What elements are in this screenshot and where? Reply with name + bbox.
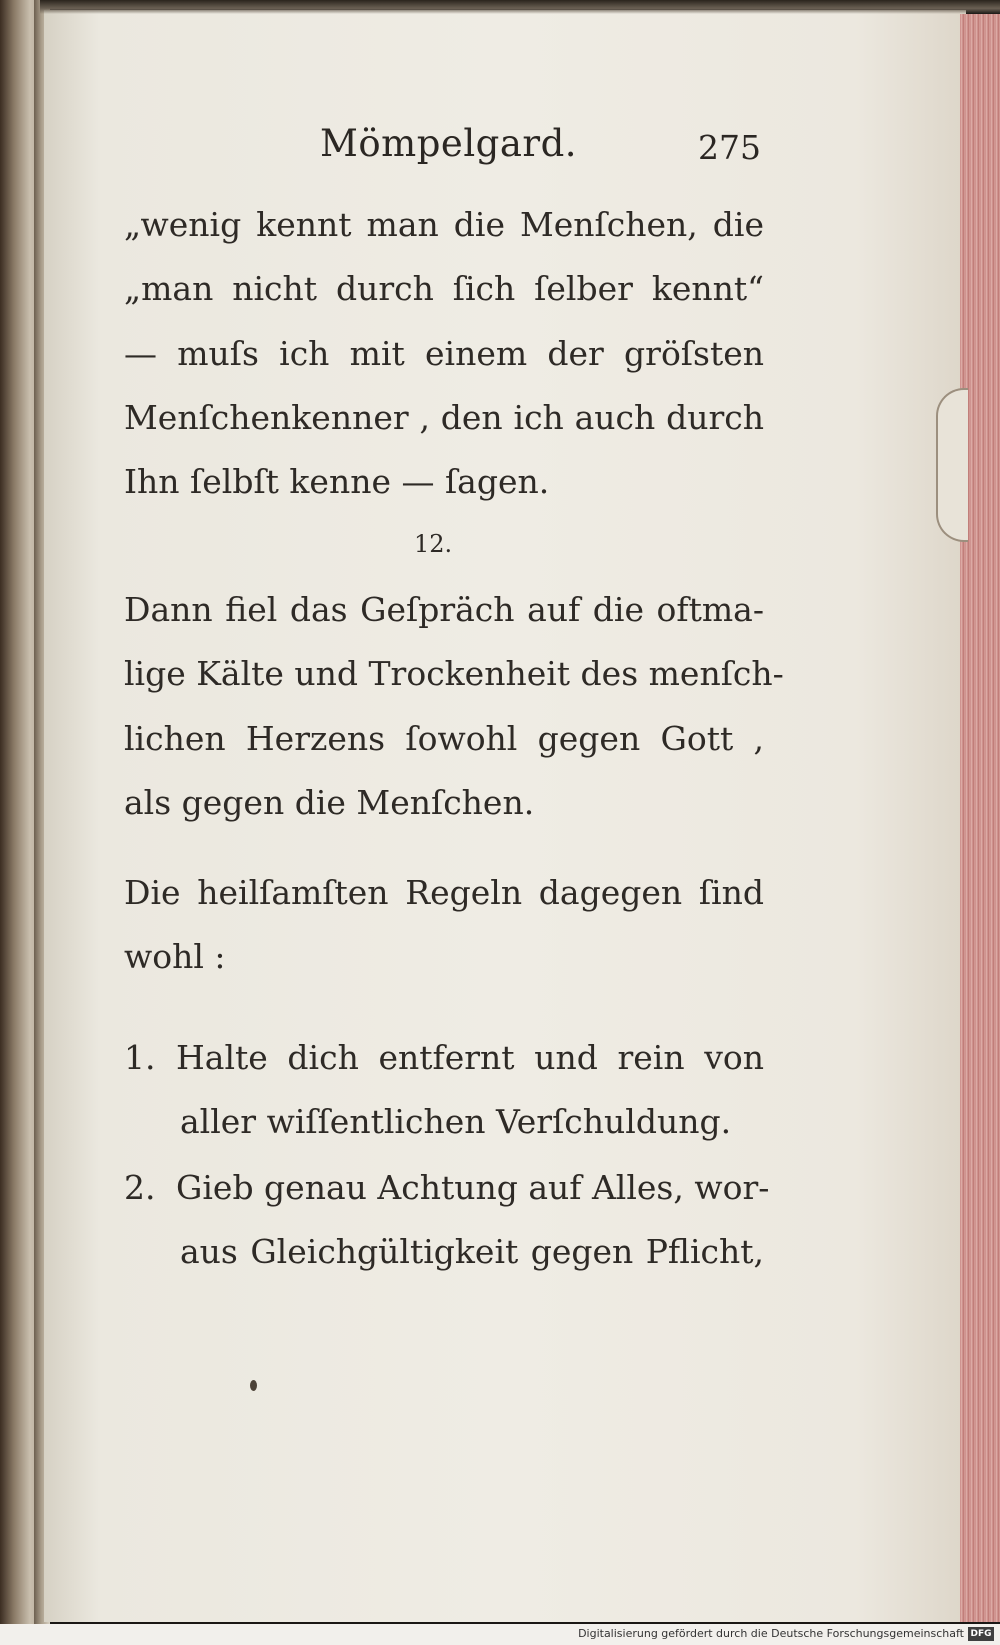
text-line: Ihn ſelbſt kenne — ſagen.	[124, 462, 550, 501]
paragraph-line: lige Kälte und Trockenheit des menſch-	[124, 654, 784, 693]
text-line: — muſs ich mit einem der gröſsten	[124, 334, 764, 373]
text-line: „wenig kennt man die Menſchen, die	[124, 205, 764, 244]
paragraph-line: Dann fiel das Geſpräch auf die oftma-	[124, 590, 764, 629]
text-line: „man nicht durch ſich ſelber kennt“	[124, 269, 764, 308]
paragraph-line: Die heilſamſten Regeln dagegen ſind	[124, 873, 764, 912]
list-item-line: aller wiſſentlichen Verſchuldung.	[180, 1102, 732, 1141]
paragraph-line: lichen Herzens ſowohl gegen Gott ,	[124, 719, 764, 758]
page-edges	[960, 14, 1000, 1622]
page-number: 275	[698, 128, 761, 167]
paragraph-line: als gegen die Menſchen.	[124, 783, 535, 822]
section-number: 12.	[414, 530, 453, 558]
text-line: Menſchenkenner , den ich auch durch	[124, 398, 764, 437]
list-item-line: Halte dich entfernt und rein von	[176, 1038, 764, 1077]
list-item-line: aus Gleichgültigkeit gegen Pflicht,	[180, 1232, 764, 1271]
list-item-line: Gieb genau Achtung auf Alles, wor-	[176, 1168, 770, 1207]
ink-blot	[250, 1380, 257, 1391]
digitization-credit: Digitalisierung gefördert durch die Deutsche Forschungsgemeinschaft	[578, 1627, 964, 1640]
list-item-marker: 1.	[124, 1038, 156, 1077]
list-item-marker: 2.	[124, 1168, 156, 1207]
running-head-title: Mömpelgard.	[320, 122, 578, 165]
dfg-logo: DFG	[968, 1627, 994, 1641]
page-tab-marker	[936, 388, 968, 542]
paragraph-line: wohl :	[124, 937, 226, 976]
top-shadow	[40, 0, 1000, 14]
